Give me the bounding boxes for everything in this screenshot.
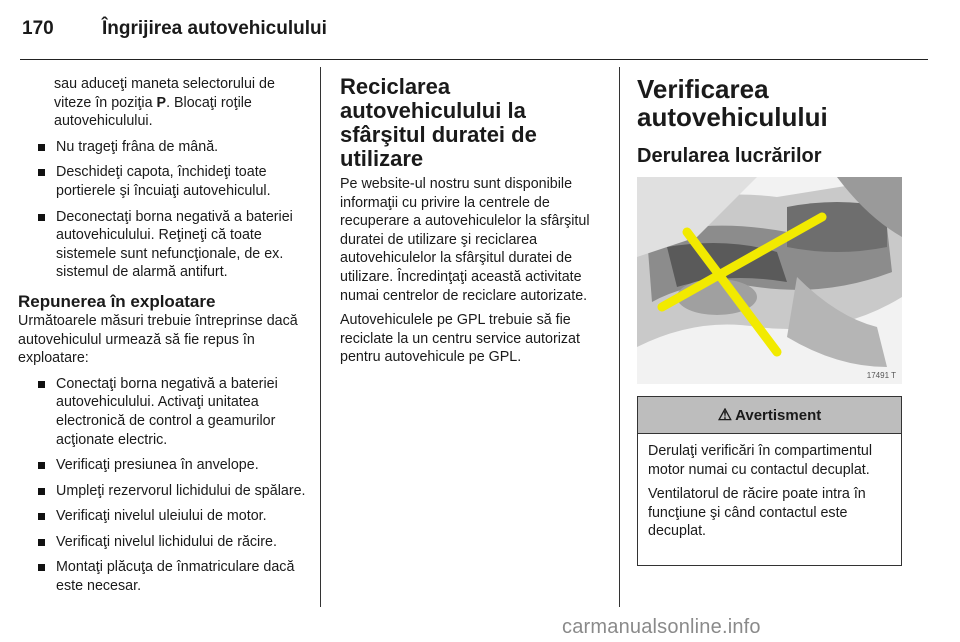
list-bottom xyxy=(36,375,314,596)
column-3 xyxy=(637,75,902,168)
column-2 xyxy=(340,75,602,373)
paragraph: Pe website-ul nostru sunt disponibile informaţii cu privire la centrele de recuperare a autovehiculelor la sfârşitul duratei de utilizare şi reciclarea autovehiculelor la sfârşitul duratei de utilizare. Încredinţaţi această activitate numai centrelor de reciclare autorizate. xyxy=(340,176,590,304)
header-rule xyxy=(20,59,928,60)
list-item: Montaţi plăcuţa de înmatriculare dacă este necesar. xyxy=(36,558,314,595)
warning-paragraph: Derulaţi verificări în compartimentul motor numai cu contactul decuplat. xyxy=(648,443,873,478)
list-item: Nu trageţi frâna de mână. xyxy=(36,138,314,157)
list-item: Umpleţi rezervorul lichidului de spălare. xyxy=(36,482,314,501)
column-divider xyxy=(619,67,620,607)
warning-paragraph: Ventilatorul de răcire poate intra în funcţiune şi când contactul este decuplat. xyxy=(648,486,866,540)
bullet-icon xyxy=(38,513,45,520)
list-item: Verificaţi nivelul uleiului de motor. xyxy=(36,507,314,526)
list-item: Verificaţi presiunea în anvelope. xyxy=(36,456,314,475)
watermark: carmanualsonline.info xyxy=(562,616,761,638)
list-item: Verificaţi nivelul lichidului de răcire. xyxy=(36,533,314,552)
warning-title: Avertisment xyxy=(735,406,822,424)
bullet-icon xyxy=(38,214,45,221)
section-heading: Verificarea autovehiculului xyxy=(637,74,828,132)
paragraph: Autovehiculele pe GPL trebuie să fie reciclate la un centru service autorizat pentru autovehicule pe GPL. xyxy=(340,312,580,366)
subheading: Derularea lucrărilor xyxy=(637,145,822,167)
column-divider xyxy=(320,67,321,607)
warning-header xyxy=(638,397,901,434)
subheading: Repunerea în exploatare xyxy=(18,291,216,311)
bullet-icon xyxy=(38,488,45,495)
page-title: Îngrijirea autovehiculului xyxy=(102,18,327,39)
section-heading: Reciclarea autovehiculului la sfârşitul duratei de utilizare xyxy=(340,74,537,171)
bullet-icon xyxy=(38,462,45,469)
page-number: 170 xyxy=(22,18,54,39)
bullet-icon xyxy=(38,381,45,388)
list-item: Deschideţi capota, închideţi toate portierele şi încuiaţi autovehiculul. xyxy=(36,163,314,200)
list-item: Conectaţi borna negativă a bateriei autovehiculului. Activaţi unitatea electronică de control a geamurilor acţionate electric. xyxy=(36,375,314,449)
warning-body xyxy=(638,434,901,541)
bullet-icon xyxy=(38,144,45,151)
warning-triangle-icon: ⚠ xyxy=(717,407,733,424)
warning-box xyxy=(637,396,902,566)
engine-bay-figure xyxy=(637,177,902,384)
bullet-icon xyxy=(38,539,45,546)
bullet-icon xyxy=(38,169,45,176)
list-top xyxy=(36,138,314,282)
column-1 xyxy=(18,75,314,603)
figure-code: 17491 T xyxy=(866,371,896,380)
intro-text: Următoarele măsuri trebuie întreprinse dacă autovehiculul urmează să fie repus în exploatare: xyxy=(18,312,298,367)
list-item: Deconectaţi borna negativă a bateriei autovehiculului. Reţineţi că toate sistemele sunt nefuncţionale, de ex. sistemul de alarmă antifurt. xyxy=(36,208,314,282)
bullet-icon xyxy=(38,564,45,571)
continuation-text: sau aduceţi maneta selectorului de viteze în poziţia P. Blocaţi roţile autovehiculului. xyxy=(54,76,275,130)
